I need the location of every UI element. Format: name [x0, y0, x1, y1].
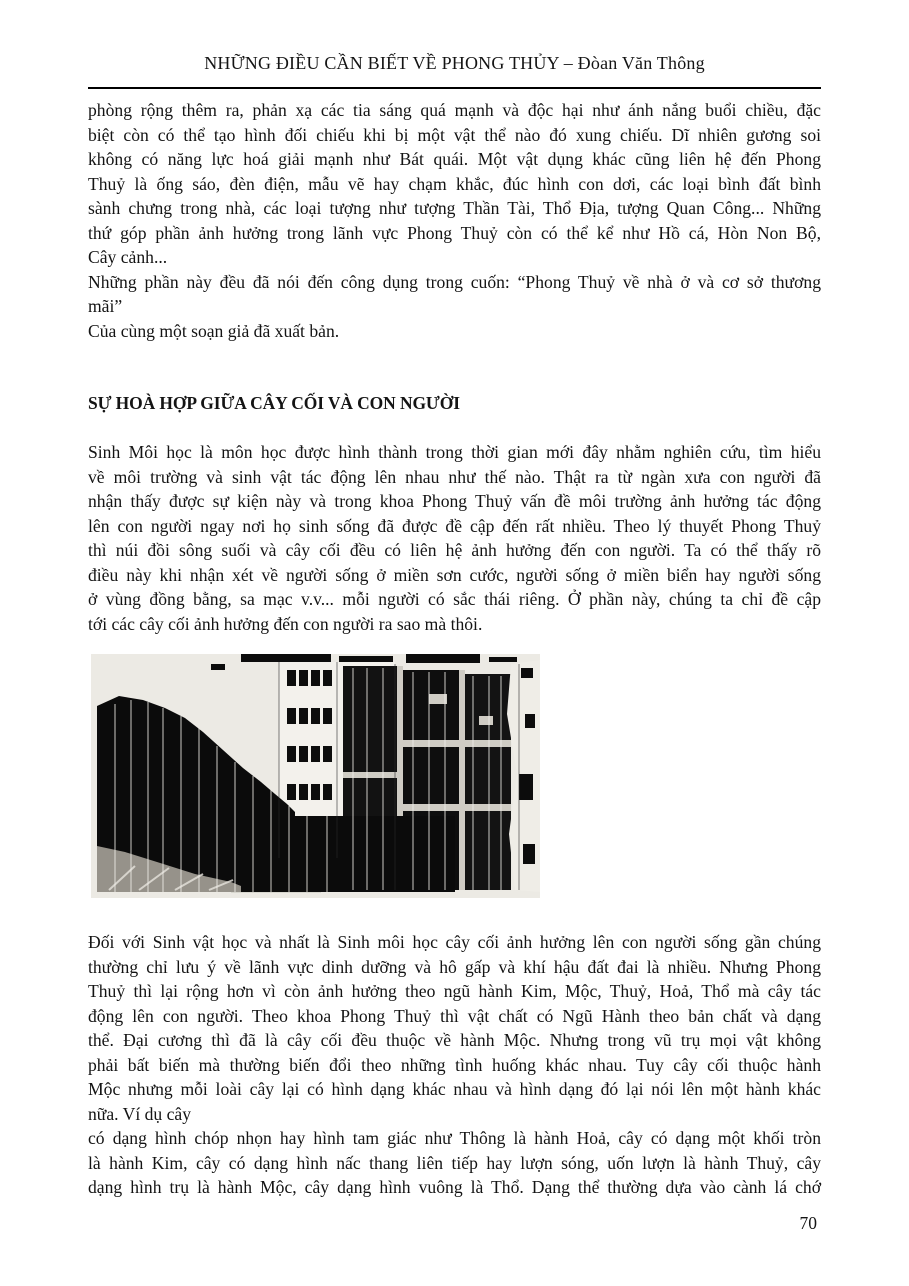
text-line: nữa. Ví dụ cây	[88, 1103, 192, 1124]
article-photo	[91, 654, 540, 898]
text-line: thường chỉ lưu ý về lãnh vực dinh dưỡng và hô gấp và khí hậu đất đai là nhiều. Nhưng Phong	[88, 956, 821, 977]
page-header-title: NHỮNG ĐIỀU CẦN BIẾT VỀ PHONG THỦY – Đòan Văn Thông	[204, 53, 705, 73]
text-line: có dạng hình chóp nhọn hay hình tam giác như Thông là hành Hoả, cây có dạng một khối tròn	[88, 1128, 821, 1148]
text-line: Cây cảnh...	[88, 247, 168, 267]
paragraph	[88, 440, 821, 636]
text-line: dạng hình trụ là hành Mộc, cây dạng hình vuông là Thổ. Dạng thể thường dựa vào cành lá chớ	[88, 1177, 821, 1197]
text-line: Thuỷ thì lại rộng hơn vì còn ảnh hưởng theo ngũ hành Kim, Mộc, Thuỷ, Hoả, Thổ mà cây tác	[88, 981, 821, 1001]
text-line: thể. Đại cương thì đã là cây cối đều thuộc về hành Mộc. Nhưng trong vũ trụ mọi vật không	[88, 1030, 821, 1050]
text-line: là hành Kim, cây có dạng hình nấc thang liên tiếp hay lượn sóng, uốn lượn là hành Thuỷ, cây	[88, 1152, 821, 1173]
text-line: động lên con người. Theo khoa Phong Thuỷ thì vật chất có Ngũ Hành theo bản chất và dạng	[88, 1005, 821, 1026]
paragraph	[88, 930, 821, 1200]
text-line: thứ góp phần ảnh hưởng trong lãnh vực Phong Thuỷ còn có thể kể như Hồ cá, Hòn Non Bộ,	[88, 222, 821, 243]
text-line: Đối với Sinh vật học và nhất là Sinh môi học cây cối ảnh hưởng lên con người sống gần chúng	[88, 932, 821, 952]
text-line: điều này khi nhận xét về người sống ở miền sơn cước, người sống ở miền biển hay người sống	[88, 564, 821, 585]
text-line: Thuỷ là ống sáo, đèn điện, mẫu vẽ hay chạm khắc, đúc hình con dơi, các loại bình đất bình	[88, 173, 821, 194]
text-line: về môi trường và sinh vật tác động lên nhau như thế nào. Thật ra từ ngàn xưa con người đã	[88, 466, 821, 487]
text-line: nhận thấy được sự kiện này và trong khoa Phong Thuỷ vấn đề môi trường ảnh hưởng tác động	[88, 491, 821, 511]
page-number: 70	[799, 1212, 817, 1233]
text-line: thì núi đồi sông suối và cây cối đều có liên hệ ảnh hưởng đến con người. Ta có thể thấy rõ	[88, 540, 821, 560]
text-line: lên con người ngay nơi họ sinh sống đã được đề cập đến rất nhiều. Theo lý thuyết Phong Thuỷ	[88, 515, 821, 536]
section-heading: SỰ HOÀ HỢP GIỮA CÂY CỐI VÀ CON NGƯỜI	[88, 393, 460, 413]
text-line: Của cùng một soạn giả đã xuất bản.	[88, 320, 340, 341]
text-line: không có năng lực hoá giải mạnh như Bát quái. Một vật dụng khác cũng liên hệ đến Phong	[88, 149, 821, 169]
text-line: Sinh Môi học là môn học được hình thành trong thời gian mới đây nhằm nghiên cứu, tìm hiểu	[88, 442, 821, 462]
text-line: tới các cây cối ảnh hưởng đến con người ra sao mà thôi.	[88, 613, 483, 634]
text-line: ở vùng đồng bằng, sa mạc v.v... mỗi người có sắc thái riêng. Ở phần này, chúng ta chỉ đề cập	[88, 589, 821, 609]
text-line: Những phần này đều đã nói đến công dụng trong cuốn: “Phong Thuỷ về nhà ở và cơ sở thương	[88, 271, 821, 292]
text-line: biệt còn có thể tạo hình đối chiếu khi bị một vật thể nào đó xung chiếu. Dĩ nhiên gương soi	[88, 124, 821, 145]
text-line: phòng rộng thêm ra, phản xạ các tia sáng quá mạnh và độc hại như ánh nắng buổi chiều, đặc	[88, 100, 821, 120]
text-line: Mộc nhưng mỗi loài cây lại có hình dạng khác nhau và hình dạng đó lại nói lên một hành khác	[88, 1079, 821, 1099]
trees-buildings-photo-graphic	[91, 654, 540, 898]
text-line: mãi”	[88, 296, 123, 316]
header-divider	[88, 87, 821, 89]
paragraph	[88, 98, 821, 343]
text-line: phải bất biến mà thường biến đổi theo những tình huống khác nhau. Tuy cây cối thuộc hành	[88, 1054, 821, 1075]
text-line: sành chưng trong nhà, các loại tượng như tượng Thần Tài, Thổ Địa, tượng Quan Công... Những	[88, 198, 821, 218]
